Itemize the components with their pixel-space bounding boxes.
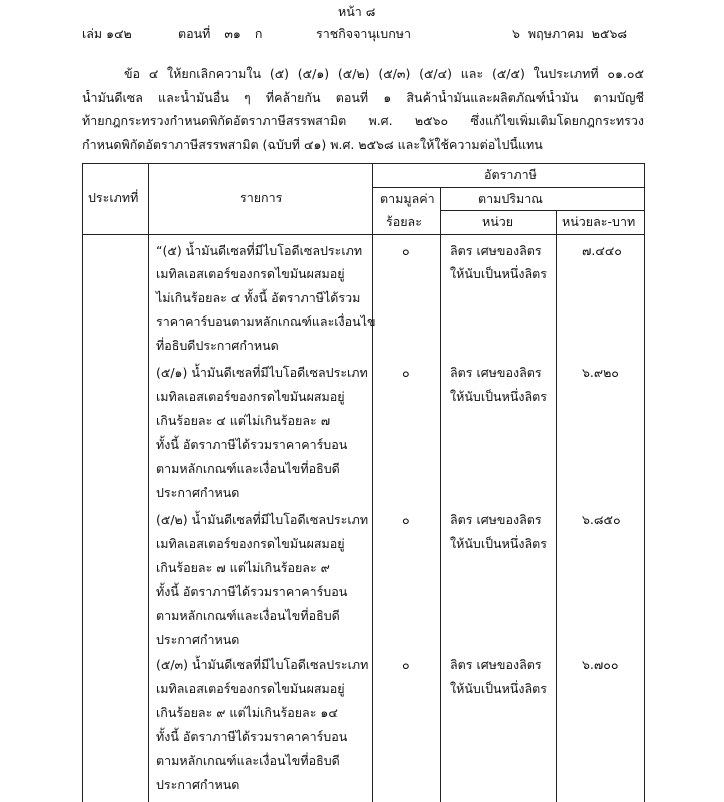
item-text-line: เมทิลเอสเตอร์ของกรดไขมันผสมอยู่	[156, 681, 345, 696]
header-by-quantity: ตามปริมาณ	[478, 191, 543, 206]
item-text-line: ตามหลักเกณฑ์และเงื่อนไขที่อธิบดี	[156, 608, 340, 623]
value-rate: ๐	[402, 365, 410, 380]
item-text-line: เมทิลเอสเตอร์ของกรดไขมันผสมอยู่	[156, 536, 345, 551]
unit-text: ให้นับเป็นหนึ่งลิตร	[450, 536, 547, 551]
header-by-value-percent: ร้อยละ	[386, 214, 422, 229]
section-number: ตอนที่ ๓๑ ก	[178, 26, 263, 41]
per-unit-baht: ๗.๔๔๐	[582, 243, 622, 258]
item-text-line: ตามหลักเกณฑ์และเงื่อนไขที่อธิบดี	[156, 753, 340, 768]
unit-text: ลิตร เศษของลิตร	[450, 657, 542, 672]
item-text-line: ประกาศกำหนด	[156, 485, 240, 500]
per-unit-baht: ๖.๘๕๐	[582, 512, 621, 527]
item-text-line: (๕/๑) น้ำมันดีเซลที่มีไบโอดีเซลประเภท	[156, 365, 368, 380]
item-text-line: เกินร้อยละ ๙ แต่ไม่เกินร้อยละ ๑๔	[156, 705, 338, 720]
unit-text: ให้นับเป็นหนึ่งลิตร	[450, 681, 547, 696]
per-unit-baht: ๖.๗๐๐	[582, 657, 619, 672]
item-text-line: ไม่เกินร้อยละ ๔ ทั้งนี้ อัตราภาษีได้รวม	[156, 290, 361, 305]
item-text-line: (๕/๒) น้ำมันดีเซลที่มีไบโอดีเซลประเภท	[156, 512, 369, 527]
item-text-line: ที่อธิบดีประกาศกำหนด	[156, 338, 279, 353]
unit-text: ลิตร เศษของลิตร	[450, 512, 542, 527]
clause-line: น้ำมันดีเซล และน้ำมันอื่น ๆ ที่คล้ายกัน ตอนที่ ๑ สินค้าน้ำมันและผลิตภัณฑ์น้ำมัน ตามบัญชี	[82, 90, 644, 105]
page-number: หน้า ๘	[338, 4, 376, 19]
item-text-line: ทั้งนี้ อัตราภาษีได้รวมราคาคาร์บอน	[156, 437, 348, 452]
clause-line: ท้ายกฎกระทรวงกำหนดพิกัดอัตราภาษีสรรพสามิต พ.ศ. ๒๕๖๐ ซึ่งแก้ไขเพิ่มเติมโดยกฎกระทรวง	[82, 113, 644, 128]
item-text-line: ประกาศกำหนด	[156, 632, 240, 647]
item-text-line: ทั้งนี้ อัตราภาษีได้รวมราคาคาร์บอน	[156, 584, 348, 599]
header-per-unit-baht: หน่วยละ-บาท	[562, 214, 636, 229]
clause-line: กำหนดพิกัดอัตราภาษีสรรพสามิต (ฉบับที่ ๔๑) พ.ศ. ๒๕๖๘ และให้ใช้ความต่อไปนี้แทน	[82, 137, 543, 152]
item-text-line: ทั้งนี้ อัตราภาษีได้รวมราคาคาร์บอน	[156, 729, 348, 744]
publication-date: ๖ พฤษภาคม ๒๕๖๘	[512, 26, 628, 41]
item-text-line: ประกาศกำหนด	[156, 777, 240, 792]
clause-line: ข้อ ๔ ให้ยกเลิกความใน (๕) (๕/๑) (๕/๒) (๕/๓) (๕/๔) และ (๕/๕) ในประเภทที่ ๐๑.๐๕	[124, 66, 644, 81]
unit-text: ให้นับเป็นหนึ่งลิตร	[450, 389, 547, 404]
volume-number: เล่ม ๑๔๒	[82, 26, 132, 41]
item-text-line: ราคาคาร์บอนตามหลักเกณฑ์และเงื่อนไข	[156, 314, 376, 329]
value-rate: ๐	[402, 243, 410, 258]
item-text-line: (๕/๓) น้ำมันดีเซลที่มีไบโอดีเซลประเภท	[156, 657, 369, 672]
header-items: รายการ	[240, 190, 283, 205]
unit-text: ลิตร เศษของลิตร	[450, 243, 542, 258]
item-text-line: “(๕) น้ำมันดีเซลที่มีไบโอดีเซลประเภท	[156, 243, 363, 258]
item-text-line: เมทิลเอสเตอร์ของกรดไขมันผสมอยู่	[156, 389, 345, 404]
header-tax-rate: อัตราภาษี	[484, 167, 537, 182]
value-rate: ๐	[402, 657, 410, 672]
item-text-line: เมทิลเอสเตอร์ของกรดไขมันผสมอยู่	[156, 266, 345, 281]
header-category: ประเภทที่	[88, 190, 139, 205]
unit-text: ลิตร เศษของลิตร	[450, 365, 542, 380]
header-unit: หน่วย	[482, 214, 514, 229]
item-text-line: ตามหลักเกณฑ์และเงื่อนไขที่อธิบดี	[156, 461, 340, 476]
unit-text: ให้นับเป็นหนึ่งลิตร	[450, 266, 547, 281]
value-rate: ๐	[402, 512, 410, 527]
header-by-value: ตามมูลค่า	[380, 191, 435, 206]
item-text-line: เกินร้อยละ ๔ แต่ไม่เกินร้อยละ ๗	[156, 413, 331, 428]
item-text-line: เกินร้อยละ ๗ แต่ไม่เกินร้อยละ ๙	[156, 560, 330, 575]
publication-name: ราชกิจจานุเบกษา	[316, 26, 412, 41]
per-unit-baht: ๖.๙๒๐	[582, 365, 619, 380]
